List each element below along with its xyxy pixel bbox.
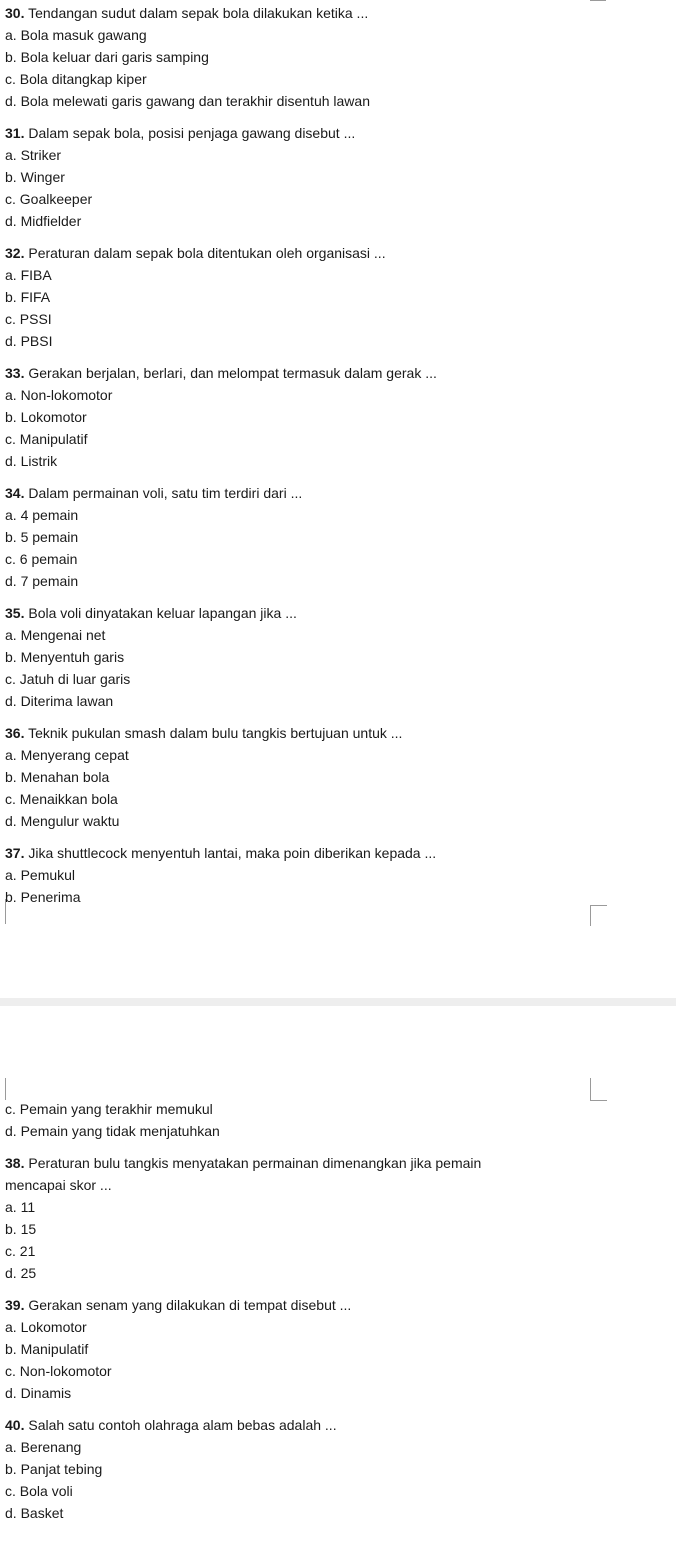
option-b: b. 15 <box>5 1221 37 1237</box>
question-36 <box>5 722 665 832</box>
option-c: c. Pemain yang terakhir memukul <box>5 1101 213 1117</box>
option-a: a. 4 pemain <box>5 507 79 523</box>
option-b: b. Lokomotor <box>5 409 87 425</box>
question-34 <box>5 482 665 592</box>
question-39 <box>5 1294 665 1404</box>
option-c: c. Jatuh di luar garis <box>5 671 131 687</box>
option-c: c. Goalkeeper <box>5 191 93 207</box>
option-a: a. Bola masuk gawang <box>5 27 147 43</box>
option-d: d. Listrik <box>5 453 58 469</box>
question-38 <box>5 1152 665 1284</box>
question-stem: 35. Bola voli dinyatakan keluar lapangan jika ... <box>5 605 297 621</box>
question-32 <box>5 242 665 352</box>
option-b: b. FIFA <box>5 289 51 305</box>
option-d: d. 25 <box>5 1265 37 1281</box>
option-c: c. 21 <box>5 1243 36 1259</box>
question-stem: 38. Peraturan bulu tangkis menyatakan permainan dimenangkan jika pemain <box>5 1155 482 1171</box>
option-b: b. Manipulatif <box>5 1341 89 1357</box>
crop-mark-top-left <box>0 1078 6 1100</box>
option-b: b. Penerima <box>5 889 81 905</box>
option-b: b. Panjat tebing <box>5 1461 103 1477</box>
option-d: d. Pemain yang tidak menjatuhkan <box>5 1123 220 1139</box>
option-b: b. Winger <box>5 169 65 185</box>
option-b: b. Menyentuh garis <box>5 649 125 665</box>
option-d: d. Midfielder <box>5 213 82 229</box>
question-stem: 39. Gerakan senam yang dilakukan di tempat disebut ... <box>5 1297 352 1313</box>
option-a: a. 11 <box>5 1199 36 1215</box>
question-stem: 37. Jika shuttlecock menyentuh lantai, maka poin diberikan kepada ... <box>5 845 437 861</box>
question-stem: 40. Salah satu contoh olahraga alam bebas adalah ... <box>5 1417 337 1433</box>
option-d: d. Basket <box>5 1505 64 1521</box>
question-stem: 33. Gerakan berjalan, berlari, dan melompat termasuk dalam gerak ... <box>5 365 437 381</box>
option-b: b. Menahan bola <box>5 769 110 785</box>
question-stem: 32. Peraturan dalam sepak bola ditentukan oleh organisasi ... <box>5 245 386 261</box>
option-c: c. Bola voli <box>5 1483 73 1499</box>
question-30 <box>5 2 665 112</box>
option-c: c. Manipulatif <box>5 431 88 447</box>
option-a: a. Berenang <box>5 1439 82 1455</box>
question-stem-line-2: mencapai skor ... <box>5 1177 112 1193</box>
question-stem: 30. Tendangan sudut dalam sepak bola dilakukan ketika ... <box>5 5 369 21</box>
question-31 <box>5 122 665 232</box>
question-stem: 36. Teknik pukulan smash dalam bulu tangkis bertujuan untuk ... <box>5 725 403 741</box>
question-37-continued <box>5 1098 665 1142</box>
option-b: b. 5 pemain <box>5 529 79 545</box>
option-a: a. FIBA <box>5 267 52 283</box>
option-b: b. Bola keluar dari garis samping <box>5 49 209 65</box>
option-d: d. Mengulur waktu <box>5 813 120 829</box>
crop-mark-bottom-right <box>590 905 607 926</box>
option-a: a. Non-lokomotor <box>5 387 113 403</box>
option-a: a. Lokomotor <box>5 1319 87 1335</box>
option-c: c. Menaikkan bola <box>5 791 118 807</box>
option-d: d. PBSI <box>5 333 53 349</box>
option-c: c. 6 pemain <box>5 551 78 567</box>
option-d: d. Diterima lawan <box>5 693 114 709</box>
option-c: c. PSSI <box>5 311 52 327</box>
option-d: d. Bola melewati garis gawang dan terakhir disentuh lawan <box>5 93 370 109</box>
option-c: c. Bola ditangkap kiper <box>5 71 147 87</box>
question-33 <box>5 362 665 472</box>
option-a: a. Striker <box>5 147 62 163</box>
option-a: a. Pemukul <box>5 867 76 883</box>
question-37 <box>5 842 665 908</box>
question-stem: 31. Dalam sepak bola, posisi penjaga gawang disebut ... <box>5 125 356 141</box>
option-d: d. 7 pemain <box>5 573 79 589</box>
option-c: c. Non-lokomotor <box>5 1363 112 1379</box>
crop-mark-bottom-left <box>0 899 6 924</box>
worksheet-page-2 <box>0 1006 676 1551</box>
question-40 <box>5 1414 665 1524</box>
page-separator <box>0 998 676 1006</box>
option-d: d. Dinamis <box>5 1385 72 1401</box>
question-stem: 34. Dalam permainan voli, satu tim terdiri dari ... <box>5 485 303 501</box>
option-a: a. Mengenai net <box>5 627 106 643</box>
option-a: a. Menyerang cepat <box>5 747 129 763</box>
question-35 <box>5 602 665 712</box>
